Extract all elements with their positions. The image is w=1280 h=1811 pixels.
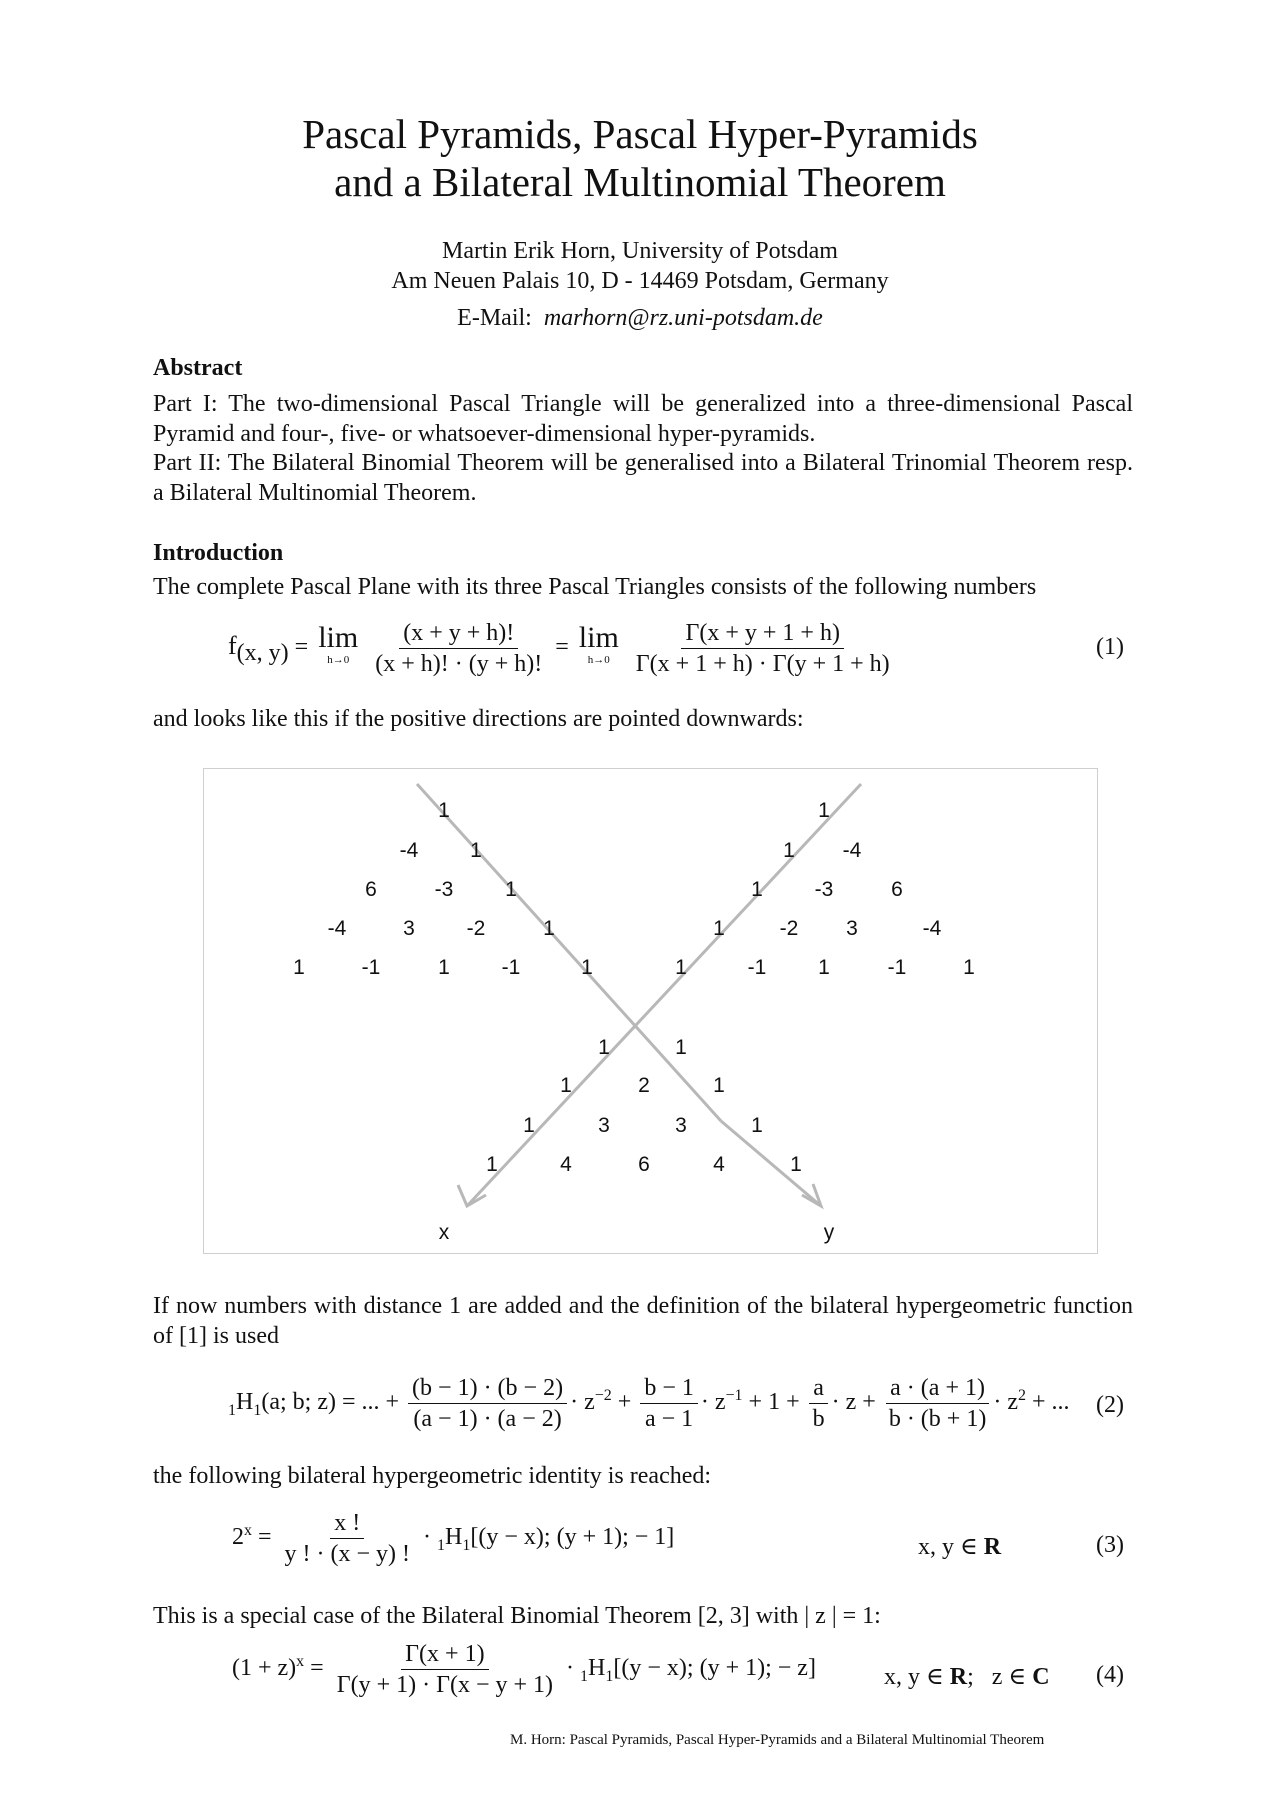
eq3-equals: = xyxy=(258,1524,272,1551)
pascal-numbers-group xyxy=(293,799,975,1176)
pascal-number: 1 xyxy=(486,1153,498,1176)
paper-title-line-2: and a Bilateral Multinomial Theorem xyxy=(334,159,946,205)
eq2-term-1-power: −2 xyxy=(594,1387,612,1405)
pascal-plane-diagram xyxy=(203,768,1098,1254)
paragraph-2: If now numbers with distance 1 are added and the definition of the bilateral hypergeometric function of [1] is used xyxy=(153,1293,1133,1349)
pascal-number: 6 xyxy=(638,1153,650,1176)
paragraph-3 xyxy=(153,1603,881,1630)
eq2-pre-subscript: 1 xyxy=(228,1401,236,1419)
eq2-term-2-z: · z xyxy=(700,1389,726,1416)
numerator: (x + y + h)! xyxy=(399,620,518,649)
numerator: (b − 1) · (b − 2) xyxy=(408,1375,567,1404)
eq2-middle: + 1 + xyxy=(748,1389,800,1416)
pascal-number: 1 xyxy=(293,956,305,979)
eq4-condition-2: z ∈ xyxy=(991,1664,1027,1690)
eq3-dot: · xyxy=(423,1524,432,1551)
pascal-number: -1 xyxy=(501,956,521,979)
eq1-fraction-1 xyxy=(371,620,546,677)
lim-text: lim xyxy=(318,620,359,654)
paragraph-3-math: | z | = 1: xyxy=(804,1603,881,1629)
pascal-number: -1 xyxy=(747,956,767,979)
eq2-term-1-z: · z xyxy=(570,1389,595,1416)
numerator: a · (a + 1) xyxy=(886,1375,989,1404)
eq2-post-subscript: 1 xyxy=(253,1401,262,1419)
eq2-H: H xyxy=(236,1389,254,1416)
pascal-number: 1 xyxy=(783,839,795,862)
eq4-condition-2-set: C xyxy=(1032,1664,1050,1690)
pascal-number: 3 xyxy=(403,917,415,940)
lim-text: lim xyxy=(578,620,619,654)
pascal-number: -4 xyxy=(327,917,347,940)
eq2-term-2 xyxy=(640,1375,698,1432)
numerator: b − 1 xyxy=(640,1375,698,1404)
email-line xyxy=(0,303,1280,333)
denominator: (x + h)! · (y + h)! xyxy=(375,651,543,677)
pascal-plane-svg xyxy=(204,769,1096,1252)
pascal-number: 1 xyxy=(818,956,830,979)
pascal-number: -1 xyxy=(361,956,381,979)
pascal-number: -2 xyxy=(779,917,799,940)
equation-3-condition xyxy=(918,1532,1001,1561)
pascal-number: 1 xyxy=(470,839,482,862)
denominator: Γ(y + 1) · Γ(x − y + 1) xyxy=(336,1672,554,1698)
pascal-number: 1 xyxy=(713,917,725,940)
eq1-lhs: f xyxy=(228,631,237,661)
pascal-number: 3 xyxy=(598,1114,610,1137)
eq4-condition-1-set: R xyxy=(949,1664,968,1690)
pascal-number: 1 xyxy=(438,956,450,979)
author-line: Martin Erik Horn, University of Potsdam xyxy=(442,238,838,264)
eq4-post-subscript: 1 xyxy=(605,1667,614,1685)
equation-4 xyxy=(232,1641,816,1698)
eq3-fraction xyxy=(281,1510,415,1567)
eq4-equals: = xyxy=(310,1655,324,1682)
eq4-pre-subscript: 1 xyxy=(580,1667,589,1685)
eq2-term-3-z: · z + xyxy=(831,1389,876,1416)
numerator: Γ(x + 1) xyxy=(401,1641,488,1670)
after-equation-2-text: the following bilateral hypergeometric identity is reached: xyxy=(153,1463,712,1489)
y-axis-line xyxy=(467,784,861,1206)
pascal-number: -4 xyxy=(922,917,942,940)
pascal-number: 1 xyxy=(581,956,593,979)
pascal-number: 1 xyxy=(675,1036,687,1059)
page-footer: M. Horn: Pascal Pyramids, Pascal Hyper-Pyramids and a Bilateral Multinomial Theorem xyxy=(510,1732,1045,1748)
denominator: a − 1 xyxy=(644,1406,694,1432)
pascal-number: 4 xyxy=(560,1153,572,1176)
eq3-arguments: [(y − x); (y + 1); − 1] xyxy=(470,1524,675,1551)
pascal-number: 1 xyxy=(523,1114,535,1137)
eq3-H: H xyxy=(445,1524,463,1551)
eq2-tail: + ... xyxy=(1031,1389,1070,1416)
eq2-term-3 xyxy=(809,1375,829,1432)
denominator: b xyxy=(812,1406,825,1432)
pascal-number: 1 xyxy=(675,956,687,979)
eq3-lhs-power: x xyxy=(244,1522,252,1540)
pascal-number: 1 xyxy=(963,956,975,979)
pascal-number: 1 xyxy=(713,1074,725,1097)
y-arrowhead xyxy=(802,1184,821,1206)
eq4-dot: · xyxy=(566,1655,575,1682)
pascal-number: -4 xyxy=(842,839,862,862)
eq2-term-4 xyxy=(885,1375,991,1432)
pascal-number: -1 xyxy=(887,956,907,979)
email-address[interactable]: marhorn@rz.uni-potsdam.de xyxy=(543,305,823,331)
equation-1-number: (1) xyxy=(1096,634,1124,660)
eq4-fraction xyxy=(333,1641,557,1698)
equation-4-number: (4) xyxy=(1096,1662,1124,1688)
pascal-number: -3 xyxy=(434,878,454,901)
eq4-arguments: [(y − x); (y + 1); − z] xyxy=(613,1655,816,1682)
eq4-H: H xyxy=(588,1655,606,1682)
pascal-number: 1 xyxy=(505,878,517,901)
pascal-number: 2 xyxy=(638,1074,650,1097)
pascal-number: 3 xyxy=(846,917,858,940)
eq4-condition-1: x, y ∈ xyxy=(884,1664,944,1690)
pascal-number: 1 xyxy=(790,1153,802,1176)
pascal-number: 1 xyxy=(438,799,450,822)
abstract-paragraph-2: Part II: The Bilateral Binomial Theorem will be generalised into a Bilateral Trinomial Theorem resp. a Bilateral Multinomial Theorem. xyxy=(153,450,1133,506)
eq4-lhs-power: x xyxy=(296,1653,305,1671)
paper-title-line-1: Pascal Pyramids, Pascal Hyper-Pyramids xyxy=(302,111,978,157)
eq2-term-2-power: −1 xyxy=(725,1387,743,1405)
y-axis-label: y xyxy=(823,1221,835,1244)
abstract-paragraph-1: Part I: The two-dimensional Pascal Triangle will be generalized into a three-dimensional Pascal Pyramid and four-, five- or whatsoever-dimensional hyper-pyramids. xyxy=(153,391,1133,447)
numerator: Γ(x + y + 1 + h) xyxy=(681,620,843,649)
eq4-separator: ; xyxy=(967,1664,974,1690)
pascal-number: 6 xyxy=(365,878,377,901)
eq1-lhs-subscript: (x, y) xyxy=(236,639,289,666)
introduction-heading: Introduction xyxy=(153,540,284,566)
paragraph-3-text: This is a special case of the Bilateral Binomial Theorem [2, 3] with xyxy=(153,1603,799,1629)
eq3-post-subscript: 1 xyxy=(462,1536,471,1554)
eq2-term-4-z: · z xyxy=(993,1389,1018,1416)
eq2-term-4-power: 2 xyxy=(1017,1387,1026,1405)
pascal-number: 1 xyxy=(818,799,830,822)
equation-1: $f_{(x, y)}$ = lim h→0 $\frac{(x + y + h)!}{(x + h)! \cdot (y + h)!}$ = lim h→0 $\frac{\Gamma(x + y + 1 + h)}{\Gamma(x + 1 + h) \cdot \Gamma(y + 1 + h)}$ xyxy=(228,620,897,677)
pascal-number: 6 xyxy=(891,878,903,901)
denominator: b · (b + 1) xyxy=(888,1406,987,1432)
introduction-text: The complete Pascal Plane with its three Pascal Triangles consists of the following numbers xyxy=(153,574,1037,600)
pascal-number: 1 xyxy=(751,878,763,901)
equation-4-condition xyxy=(884,1662,1050,1691)
eq2-plus: + xyxy=(617,1389,632,1416)
equation-3-number: (3) xyxy=(1096,1532,1124,1558)
eq3-condition-set: R xyxy=(983,1534,1002,1560)
denominator: (a − 1) · (a − 2) xyxy=(413,1406,562,1432)
eq3-pre-subscript: 1 xyxy=(437,1536,446,1554)
denominator: Γ(x + 1 + h) · Γ(y + 1 + h) xyxy=(635,651,890,677)
email-label: E-Mail: xyxy=(457,305,532,331)
numerator: x ! xyxy=(330,1510,364,1539)
pascal-number: -3 xyxy=(814,878,834,901)
after-equation-1-text: and looks like this if the positive directions are pointed downwards: xyxy=(153,706,804,732)
pascal-number: 4 xyxy=(713,1153,725,1176)
pascal-number: 1 xyxy=(751,1114,763,1137)
numerator: a xyxy=(809,1375,828,1404)
equation-3 xyxy=(232,1510,674,1567)
eq3-lhs: 2 xyxy=(232,1524,244,1551)
x-axis-line xyxy=(417,784,721,1121)
eq4-lhs: (1 + z) xyxy=(232,1655,297,1682)
pascal-number: 3 xyxy=(675,1114,687,1137)
pascal-number: 1 xyxy=(560,1074,572,1097)
eq2-term-1 xyxy=(408,1375,567,1432)
eq2-arguments: (a; b; z) = ... + xyxy=(261,1389,400,1416)
eq1-limit-2 xyxy=(578,620,619,671)
abstract-heading: Abstract xyxy=(153,355,243,381)
address-line: Am Neuen Palais 10, D - 14469 Potsdam, Germany xyxy=(391,268,889,294)
equation-2-number: (2) xyxy=(1096,1392,1124,1418)
lim-subscript: h→0 xyxy=(327,653,350,666)
denominator: y ! · (x − y) ! xyxy=(284,1541,411,1567)
lim-subscript: h→0 xyxy=(587,653,610,666)
y-axis-line-lower xyxy=(721,1121,821,1206)
eq1-fraction-2 xyxy=(632,620,894,677)
equation-2 xyxy=(228,1375,1070,1432)
pascal-number: 1 xyxy=(543,917,555,940)
eq3-condition-text: x, y ∈ xyxy=(918,1534,978,1560)
pascal-number: -4 xyxy=(399,839,419,862)
pascal-number: -2 xyxy=(466,917,486,940)
x-axis-label: x xyxy=(438,1221,450,1244)
pascal-number: 1 xyxy=(598,1036,610,1059)
eq1-limit-1 xyxy=(318,620,359,671)
